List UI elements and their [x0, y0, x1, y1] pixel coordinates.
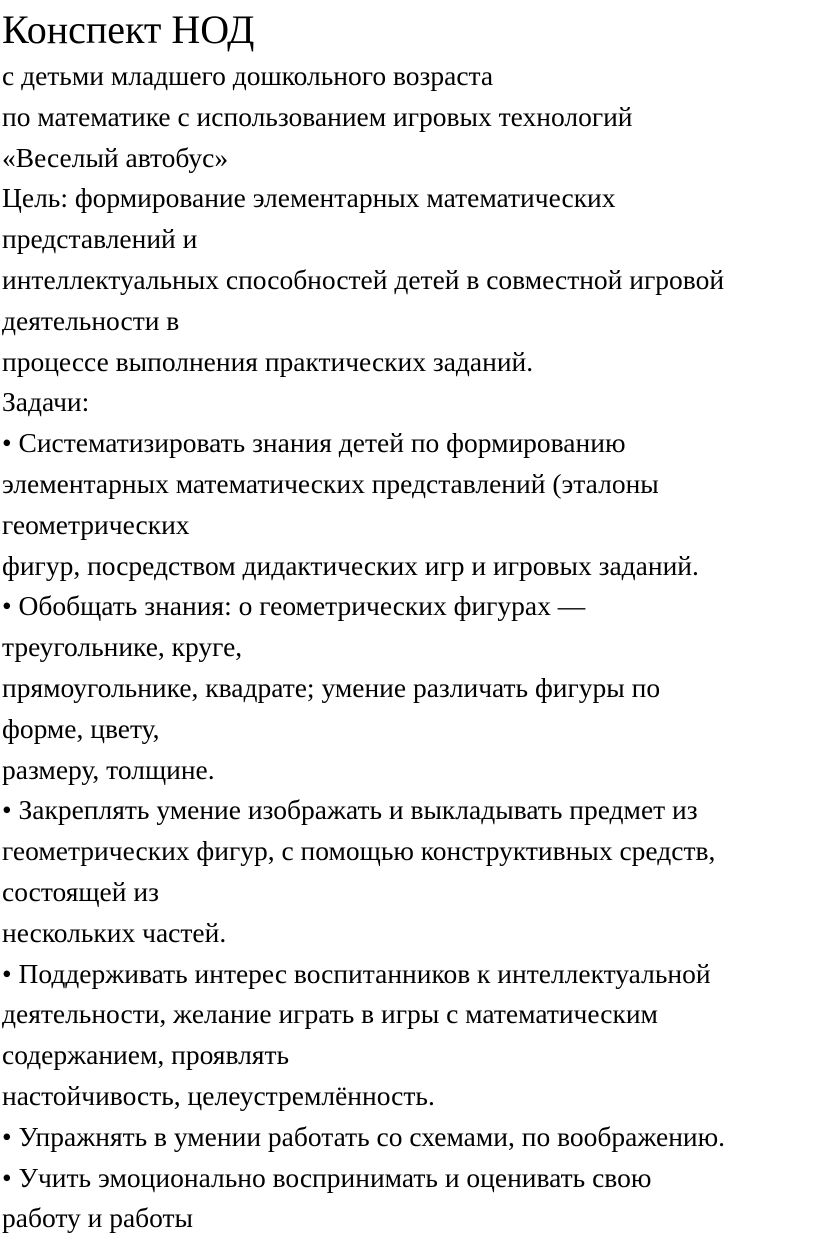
document-title: Конспект НОД	[2, 7, 255, 52]
text-line: по математике с использованием игровых технологий	[2, 100, 633, 132]
text-line: размеру, толщине.	[2, 753, 215, 785]
text-line: • Систематизировать знания детей по формированию	[2, 427, 626, 459]
document-body	[2, 56, 725, 1239]
text-line: • Обобщать знания: о геометрических фигурах —	[2, 590, 586, 622]
text-line: • Закреплять умение изображать и выкладывать предмет из	[2, 794, 698, 826]
text-line: геометрических фигур, с помощью конструктивных средств,	[2, 835, 716, 867]
text-line: • Учить эмоционально воспринимать и оценивать свою	[2, 1161, 652, 1193]
text-line: геометрических	[2, 508, 190, 540]
text-line: треугольнике, круге,	[2, 631, 243, 663]
text-line: процессе выполнения практических заданий.	[2, 345, 534, 377]
text-line: элементарных математических представлений (эталоны	[2, 467, 659, 499]
text-line: работу и работы	[2, 1202, 194, 1234]
text-line: интеллектуальных способностей детей в совместной игровой	[2, 263, 725, 295]
text-line: прямоугольнике, квадрате; умение различать фигуры по	[2, 671, 661, 703]
text-line: состоящей из	[2, 875, 159, 907]
text-line: Цель: формирование элементарных математических	[2, 182, 616, 214]
text-line: представлений и	[2, 223, 198, 255]
text-line: деятельности в	[2, 304, 180, 336]
text-line: настойчивость, целеустремлённость.	[2, 1079, 435, 1111]
text-line: фигур, посредством дидактических игр и игровых заданий.	[2, 549, 699, 581]
text-line: нескольких частей.	[2, 916, 227, 948]
text-line: «Веселый автобус»	[2, 141, 229, 173]
text-line: деятельности, желание играть в игры с математическим	[2, 998, 658, 1030]
text-line: • Упражнять в умении работать со схемами, по воображению.	[2, 1120, 726, 1152]
text-line: содержанием, проявлять	[2, 1039, 290, 1071]
text-line: форме, цвету,	[2, 712, 160, 744]
text-line: Задачи:	[2, 386, 90, 418]
text-line: с детьми младшего дошкольного возраста	[2, 60, 494, 91]
text-line: • Поддерживать интерес воспитанников к интеллектуальной	[2, 957, 711, 989]
